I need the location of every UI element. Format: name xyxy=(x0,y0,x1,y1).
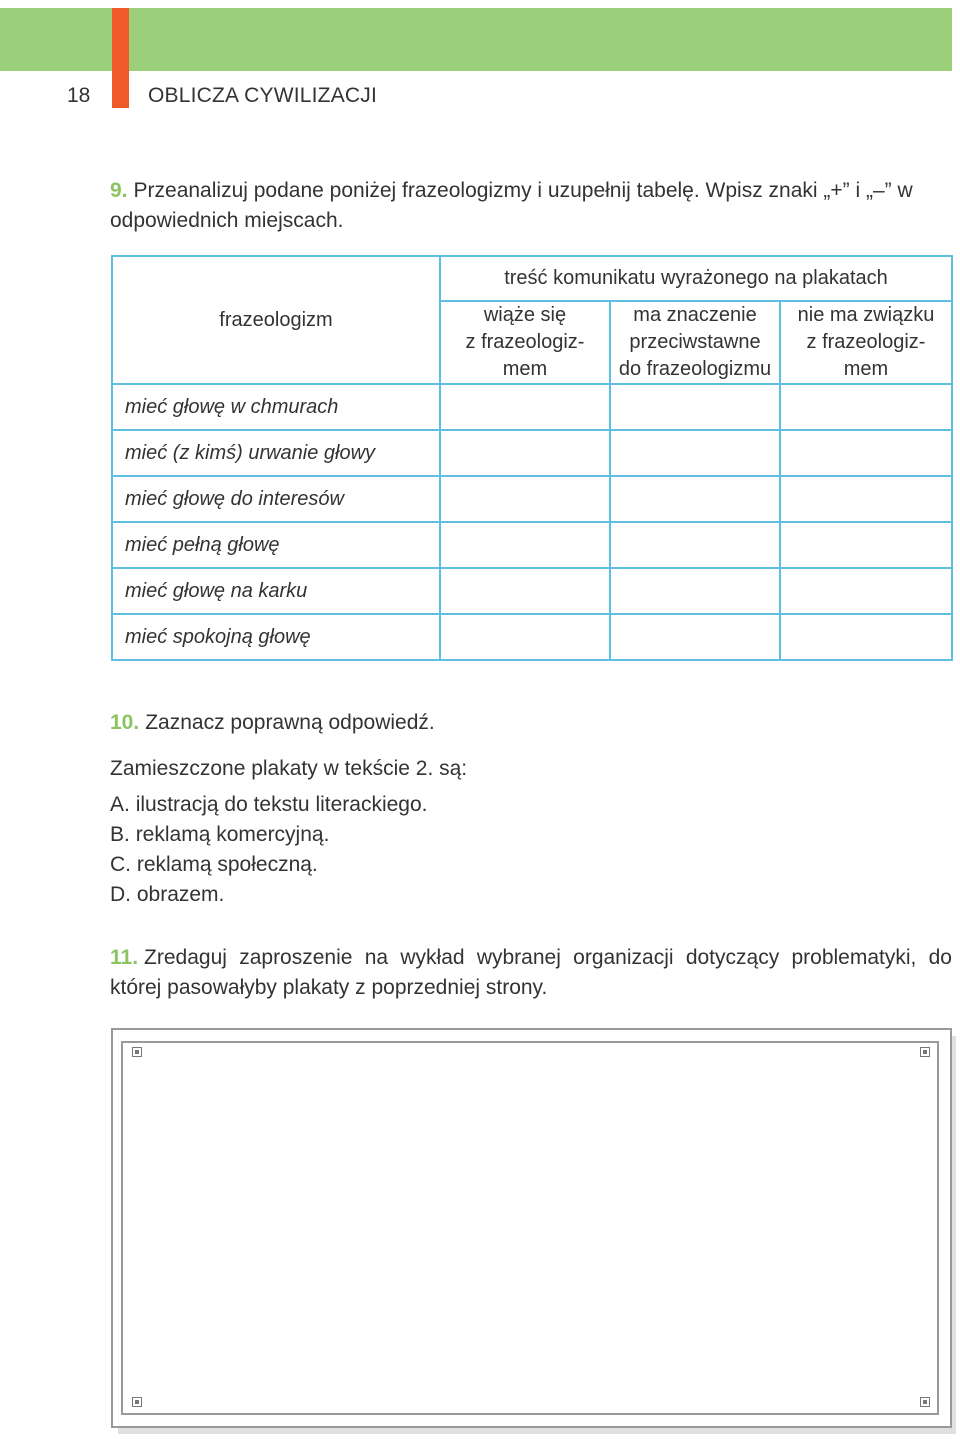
header-opposite-line: do frazeologizmu xyxy=(618,358,772,380)
option-letter: B. xyxy=(110,823,130,846)
answer-cell[interactable] xyxy=(440,384,610,430)
answer-cell[interactable] xyxy=(610,614,780,660)
table-row xyxy=(112,476,952,522)
header-phrase: frazeologizm xyxy=(112,256,440,384)
header-unrelated-line: mem xyxy=(843,358,889,380)
answer-cell[interactable] xyxy=(440,476,610,522)
option-text: reklamą społeczną. xyxy=(136,853,318,876)
answer-writing-area[interactable] xyxy=(121,1041,939,1415)
corner-mark-icon xyxy=(920,1047,930,1057)
header-related-line: wiąże się xyxy=(483,304,567,326)
phrase-cell: mieć pełną głowę xyxy=(112,522,440,568)
table-row xyxy=(112,568,952,614)
task-10-question: Zamieszczone plakaty w tekście 2. są: xyxy=(110,757,468,780)
task-10-number: 10. xyxy=(110,711,140,734)
answer-cell[interactable] xyxy=(780,614,952,660)
answer-cell[interactable] xyxy=(610,476,780,522)
chapter-tab xyxy=(112,8,129,108)
answer-cell[interactable] xyxy=(440,430,610,476)
phrase-cell: mieć głowę do interesów xyxy=(112,476,440,522)
header-related xyxy=(440,301,610,384)
header-group: treść komunikatu wyrażonego na plakatach xyxy=(440,256,952,301)
table-row xyxy=(112,384,952,430)
task-11-number: 11. xyxy=(110,946,139,969)
header-opposite xyxy=(610,301,780,384)
answer-cell[interactable] xyxy=(610,522,780,568)
corner-mark-icon xyxy=(132,1047,142,1057)
answer-options xyxy=(110,790,428,910)
phrase-cell: mieć (z kimś) urwanie głowy xyxy=(112,430,440,476)
header-opposite-line: ma znaczenie xyxy=(633,304,757,326)
phrase-cell: mieć głowę na karku xyxy=(112,568,440,614)
option-a[interactable] xyxy=(110,790,428,820)
corner-mark-icon xyxy=(920,1397,930,1407)
header-unrelated-line: z frazeologiz- xyxy=(806,331,926,353)
task-10 xyxy=(110,708,952,738)
answer-cell[interactable] xyxy=(440,614,610,660)
phrase-cell: mieć głowę w chmurach xyxy=(112,384,440,430)
header-band xyxy=(0,8,952,71)
answer-cell[interactable] xyxy=(610,384,780,430)
option-text: reklamą komercyjną. xyxy=(135,823,330,846)
answer-cell[interactable] xyxy=(610,568,780,614)
corner-mark-icon xyxy=(132,1397,142,1407)
option-letter: D. xyxy=(110,883,131,906)
phrase-cell: mieć spokojną głowę xyxy=(112,614,440,660)
option-text: obrazem. xyxy=(136,883,225,906)
option-text: ilustracją do tekstu literackiego. xyxy=(135,793,428,816)
table-row xyxy=(112,522,952,568)
page-number: 18 xyxy=(67,84,91,107)
answer-cell[interactable] xyxy=(780,522,952,568)
answer-cell[interactable] xyxy=(440,522,610,568)
option-d[interactable] xyxy=(110,880,428,910)
task-11 xyxy=(110,943,952,1003)
header-related-line: mem xyxy=(502,358,548,380)
answer-cell[interactable] xyxy=(780,476,952,522)
answer-cell[interactable] xyxy=(610,430,780,476)
task-9-number: 9. xyxy=(110,179,128,202)
header-related-line: z frazeologiz- xyxy=(465,331,585,353)
chapter-title: OBLICZA CYWILIZACJI xyxy=(148,84,378,107)
option-c[interactable] xyxy=(110,850,428,880)
option-letter: C. xyxy=(110,853,131,876)
phraseology-table xyxy=(111,255,953,661)
option-b[interactable] xyxy=(110,820,428,850)
header-unrelated-line: nie ma związku xyxy=(797,304,935,326)
header-unrelated xyxy=(780,301,952,384)
answer-cell[interactable] xyxy=(780,384,952,430)
answer-cell[interactable] xyxy=(440,568,610,614)
task-9 xyxy=(110,176,952,236)
answer-cell[interactable] xyxy=(780,430,952,476)
option-letter: A. xyxy=(110,793,130,816)
task-11-text: Zredaguj zaproszenie na wykład wybranej organizacji dotyczący problematyki, do której pasowałyby plakaty z poprzedniej strony. xyxy=(110,946,952,999)
table-row xyxy=(112,430,952,476)
header-opposite-line: przeciwstawne xyxy=(629,331,761,353)
answer-cell[interactable] xyxy=(780,568,952,614)
task-9-text: Przeanalizuj podane poniżej frazeologizmy i uzupełnij tabelę. Wpisz znaki „+” i „–” w odpowiednich miejscach. xyxy=(110,179,913,232)
task-10-text: Zaznacz poprawną odpowiedź. xyxy=(145,711,435,734)
table-row xyxy=(112,614,952,660)
